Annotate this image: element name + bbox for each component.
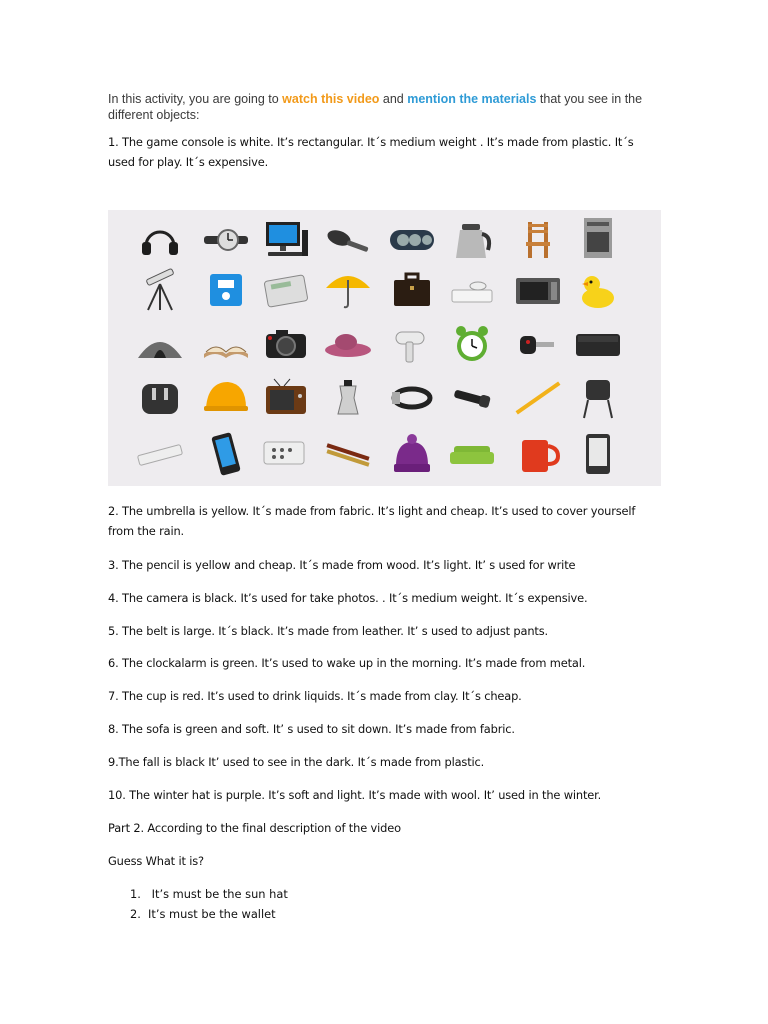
rubber-duck-icon [570, 268, 626, 312]
answer-text: It’s must be the sun hat [148, 887, 288, 901]
game-console-icon [444, 268, 500, 312]
statement-8: 8. The sofa is green and soft. It’ s used to sit down. It’s made from fabric. [108, 722, 515, 736]
alarm-clock-icon [444, 322, 500, 366]
intro-mid: and [379, 92, 408, 106]
intro-text [108, 91, 668, 123]
part2-heading: Part 2. According to the final description of the video [108, 821, 401, 835]
shaver-icon [384, 218, 440, 262]
grill-icon [570, 376, 626, 420]
statement-7: 7. The cup is red. It’s used to drink liquids. It´s made from clay. It´s cheap. [108, 689, 522, 703]
chair-icon [510, 218, 566, 262]
wristwatch-icon [198, 218, 254, 262]
statement-5: 5. The belt is large. It´s black. It’s made from leather. It’ s used to adjust pants. [108, 624, 548, 638]
answer-number: 1. [130, 887, 141, 901]
pens-icon [320, 432, 376, 476]
list-item [108, 884, 288, 904]
belt-icon [384, 376, 440, 420]
statement-10: 10. The winter hat is purple. It’s soft and light. It’s made with wool. It’ used in the winter. [108, 788, 602, 802]
kettle-icon [444, 218, 500, 262]
hair-dryer-icon [384, 322, 440, 366]
car-key-icon [510, 322, 566, 366]
list-item [108, 904, 288, 924]
watch-video-link[interactable]: watch this video [282, 92, 380, 106]
winter-hat-icon [384, 432, 440, 476]
tent-icon [132, 322, 188, 366]
statement-2: 2. The umbrella is yellow. It´s made from fabric. It’s light and cheap. It’s used to cover yourself from the rain. [108, 504, 636, 538]
hairbrush-icon [320, 218, 376, 262]
microwave-icon [510, 268, 566, 312]
remote-control-icon [258, 432, 314, 476]
pencil-icon [510, 376, 566, 420]
computer-icon [258, 218, 314, 262]
answers-list [108, 884, 288, 924]
mention-materials-link[interactable]: mention the materials [407, 92, 537, 106]
statement-9: 9.The fall is black It’ used to see in the dark. It´s made from plastic. [108, 755, 485, 769]
statement-1: 1. The game console is white. It’s rectangular. It´s medium weight . It’s made from plastic. It´s used for play. It´s expensive. [108, 135, 634, 169]
stove-icon [570, 216, 626, 260]
statement-6: 6. The clockalarm is green. It’s used to wake up in the morning. It’s made from metal. [108, 656, 586, 670]
toaster-icon [132, 376, 188, 420]
calculator-icon [258, 268, 314, 312]
intro-prefix: In this activity, you are going to [108, 92, 283, 106]
intro-suffix: that you see in the different objects: [108, 92, 643, 122]
objects-image-panel [108, 210, 661, 486]
flashlight-icon [444, 376, 500, 420]
umbrella-icon [320, 268, 376, 312]
answer-number: 2. [130, 907, 141, 921]
camera-icon [258, 322, 314, 366]
telescope-icon [132, 268, 188, 312]
statement-3: 3. The pencil is yellow and cheap. It´s made from wood. It’s light. It’ s used for write [108, 558, 576, 572]
scale-icon [198, 268, 254, 312]
sun-hat-icon [320, 322, 376, 366]
sofa-icon [444, 432, 500, 476]
coffee-pot-icon [320, 376, 376, 420]
smartphone-icon [198, 432, 254, 476]
answer-text: It’s must be the wallet [148, 907, 276, 921]
ereader-icon [570, 432, 626, 476]
book-icon [198, 322, 254, 366]
briefcase-icon [384, 268, 440, 312]
helmet-icon [198, 376, 254, 420]
headphones-icon [132, 218, 188, 262]
television-icon [258, 376, 314, 420]
statement-4: 4. The camera is black. It’s used for take photos. . It´s medium weight. It´s expensive. [108, 591, 588, 605]
mug-icon [510, 432, 566, 476]
guess-question: Guess What it is? [108, 854, 204, 868]
power-strip-icon [132, 432, 188, 476]
wallet-icon [570, 322, 626, 366]
